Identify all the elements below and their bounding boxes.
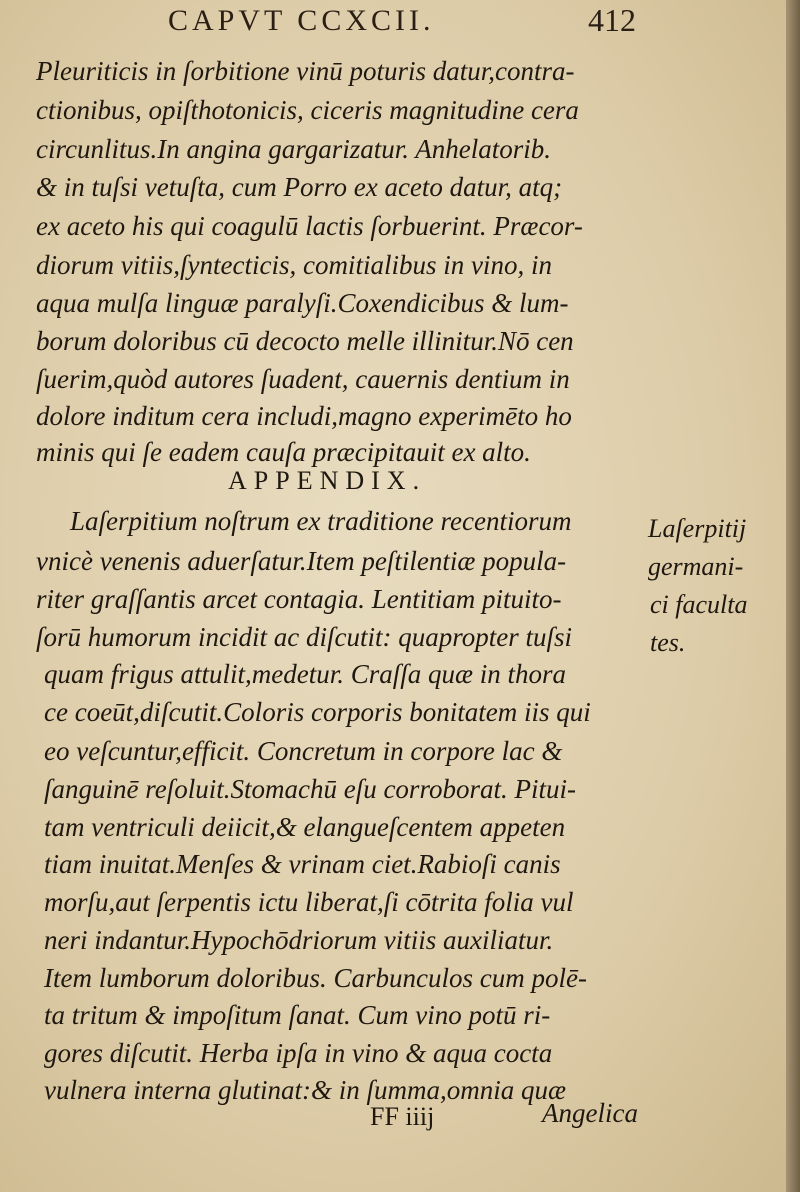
text-line: ta tritum & impoſitum ſanat. Cum vino potū ri- bbox=[44, 1000, 551, 1030]
text-line: vulnera interna glutinat:& in ſumma,omnia quæ bbox=[44, 1075, 566, 1105]
text-line: borum doloribus cū decocto melle illinitur.Nō cen bbox=[36, 326, 574, 356]
text-line: neri indantur.Hypochōdriorum vitiis auxiliatur. bbox=[44, 925, 554, 955]
text-line: Laſerpitium noſtrum ex traditione recentiorum bbox=[70, 506, 572, 536]
text-line: diorum vitiis,ſyntecticis, comitialibus in vino, in bbox=[36, 250, 552, 280]
text-line: eo veſcuntur,efficit. Concretum in corpore lac & bbox=[44, 736, 563, 766]
text-line: riter graſſantis arcet contagia. Lentitiam pituito- bbox=[36, 584, 562, 614]
text-line: vnicè venenis aduerſatur.Item peſtilentiæ popula- bbox=[36, 546, 567, 576]
margin-note-line: tes. bbox=[650, 628, 686, 657]
appendix-heading: APPENDIX. bbox=[228, 466, 427, 495]
signature-mark: FF iiij bbox=[370, 1102, 435, 1131]
text-line: dolore inditum cera includi,magno experimēto ho bbox=[36, 401, 572, 431]
text-line: ſuerim,quòd autores ſuadent, cauernis dentium in bbox=[36, 364, 570, 394]
text-line: ctionibus, opiſthotonicis, ciceris magnitudine cera bbox=[36, 95, 579, 125]
margin-note-line: germani- bbox=[648, 552, 744, 581]
text-line: minis qui ſe eadem cauſa præcipitauit ex alto. bbox=[36, 437, 531, 467]
text-line: ſorū humorum incidit ac diſcutit: quapropter tuſsi bbox=[36, 622, 572, 652]
text-line: aqua mulſa linguæ paralyſi.Coxendicibus & lum- bbox=[36, 288, 569, 318]
text-line: Item lumborum doloribus. Carbunculos cum polē- bbox=[44, 963, 587, 993]
chapter-heading: CAPVT CCXCII. bbox=[168, 4, 435, 37]
text-line: ſanguinē reſoluit.Stomachū eſu corroborat. Pitui- bbox=[44, 774, 576, 804]
text-line: quam frigus attulit,medetur. Craſſa quæ in thora bbox=[44, 659, 567, 689]
text-line: morſu,aut ſerpentis ictu liberat,ſi cōtrita folia vul bbox=[44, 887, 574, 917]
text-line: gores diſcutit. Herba ipſa in vino & aqua cocta bbox=[44, 1038, 553, 1068]
page-edge bbox=[786, 0, 800, 1192]
text-line: circunlitus.In angina gargarizatur. Anhelatorib. bbox=[36, 134, 552, 164]
text-line: tam ventriculi deiicit,& elangueſcentem appeten bbox=[44, 812, 566, 842]
text-line: Pleuriticis in ſorbitione vinū poturis datur,contra- bbox=[36, 56, 575, 86]
text-line: tiam inuitat.Menſes & vrinam ciet.Rabioſi canis bbox=[44, 849, 561, 879]
margin-note-line: ci faculta bbox=[650, 590, 748, 619]
page-number: 412 bbox=[588, 2, 636, 38]
text-line: & in tuſsi vetuſta, cum Porro ex aceto datur, atq; bbox=[36, 172, 563, 202]
text-line: ex aceto his qui coagulū lactis ſorbuerint. Præcor- bbox=[36, 211, 583, 241]
catchword: Angelica bbox=[542, 1098, 638, 1128]
margin-note-line: Laſerpitij bbox=[648, 514, 747, 543]
text-line: ce coeūt,diſcutit.Coloris corporis bonitatem iis qui bbox=[44, 697, 591, 727]
